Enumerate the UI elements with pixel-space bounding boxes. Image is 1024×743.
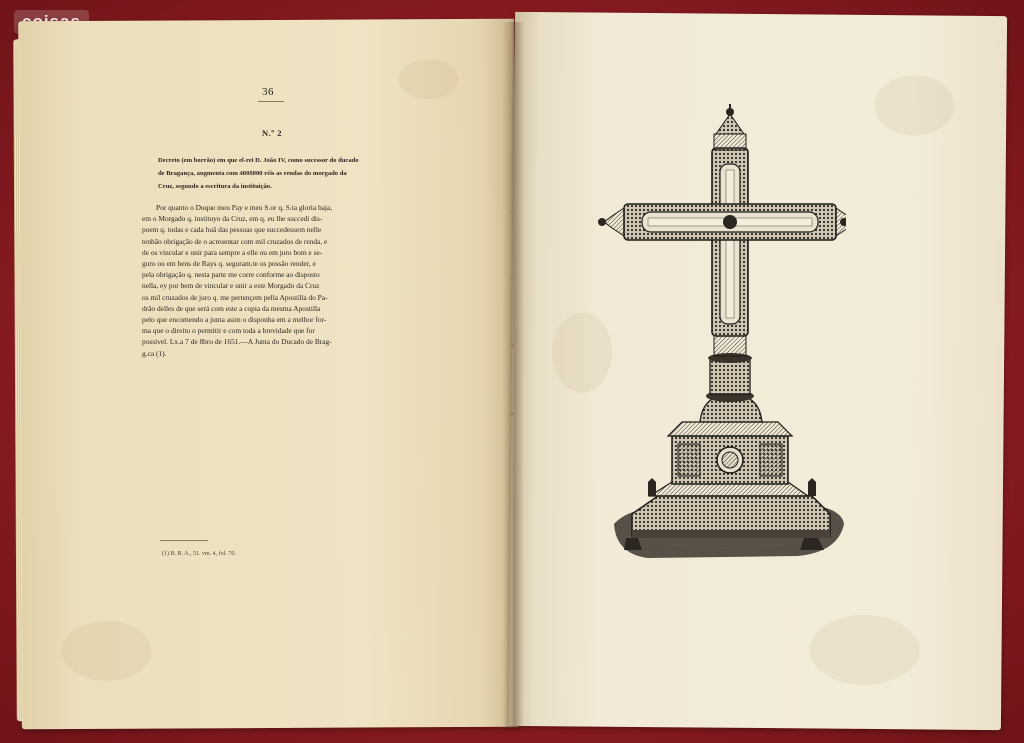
body-line: drão delles de que será com este a copia da mesma Apostilla (142, 303, 321, 313)
decree-body (142, 202, 397, 359)
heading-line: Cruz, segundo a escritura da instituição. (158, 183, 272, 190)
body-line: pelo que encomendo a junta asim o disponha em a melhor for- (142, 315, 327, 325)
body-line: em o Morgado q. instituyo da Cruz, em q. eu lhe succedi dis- (142, 214, 323, 224)
body-line: de os vincular e unir para sempre a elle ou em juro bom e se- (142, 247, 323, 257)
heading-line: de Bragança, augmenta com 400$000 réis as rendas do morgado da (158, 170, 347, 177)
decree-heading (158, 154, 420, 193)
book-gutter (502, 22, 524, 728)
body-line: pela obrigação q. nesta parte me corre conforme ao disposto (142, 270, 320, 280)
body-line: guro ou em bens de Rays q. seguram.te os possão render, e (142, 259, 316, 269)
body-line: possivel. Lx.a 7 de 8bro de 1651.—A Junta do Ducado de Brag- (142, 337, 332, 347)
processional-cross-engraving (598, 104, 846, 572)
body-line: Por quanto o Duque meu Pay e meu S.or q. S.ta gloria haja, (156, 203, 333, 212)
page-number-rule (258, 101, 284, 102)
body-line: nella, ey por bem de vincular e unir a este Morgado da Cruz (142, 281, 320, 291)
left-page (18, 19, 518, 730)
footnote-rule (160, 540, 208, 541)
body-line: poem q. todas e cada huã das pessoas que succedessem nelle (142, 225, 322, 235)
open-book (18, 14, 1008, 730)
body-line: tenhão obrigação de o acresentar com mil cruzados de renda, e (142, 236, 328, 246)
heading-line: Decreto (em borrão) em que el-rei D. João IV, como sucessor do ducado (158, 157, 359, 164)
footnote: (1) B. R. A., 51. vm. 4, fol. 70. (162, 551, 236, 557)
page-number: 36 (262, 86, 274, 98)
document-number: N.º 2 (262, 128, 282, 138)
body-line: os mil cruzados de juro q. me pertençem pella Apostilla do Pa- (142, 292, 328, 302)
body-line: ma que o direito o permitir e com toda a brevidade que for (142, 326, 315, 336)
body-line: g.ca (1). (142, 348, 167, 358)
